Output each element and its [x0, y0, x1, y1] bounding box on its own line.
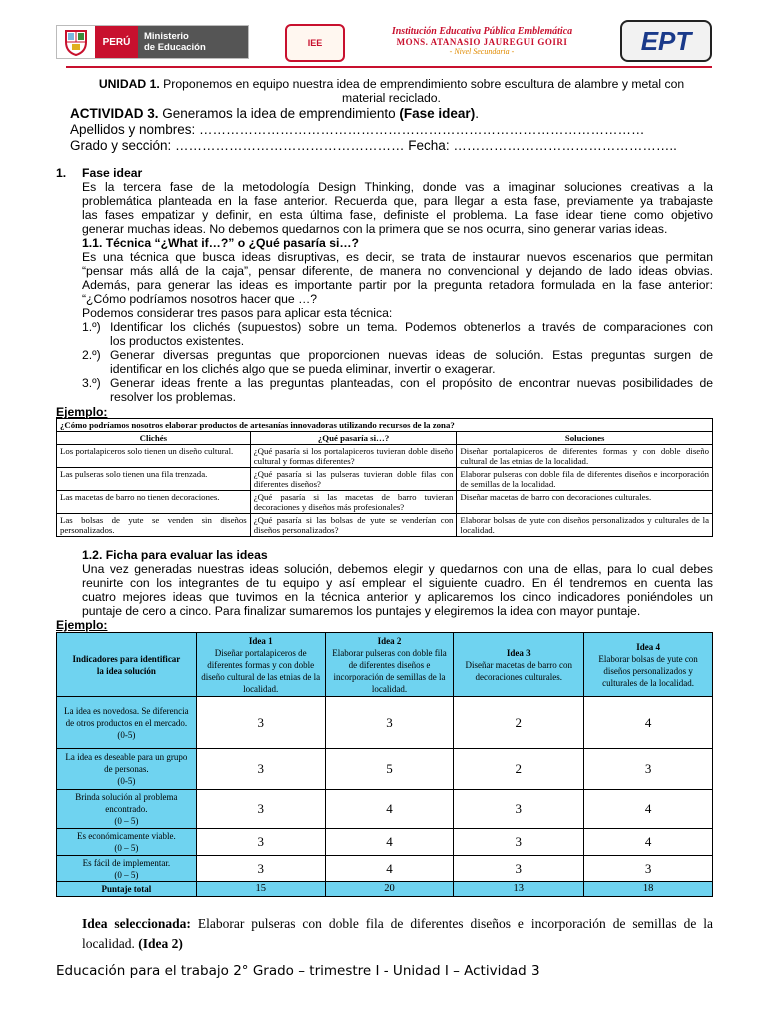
column-header: Soluciones [457, 432, 713, 445]
list-item: 1.º) Identificar los clichés (supuestos) sobre un tema. Podemos obtenerlos a través de comparaciones con los productos existentes. [82, 320, 713, 348]
steps-list [82, 320, 713, 404]
idea-header: Idea 2 Elaborar pulseras con doble fila de diferentes diseños e incorporación de semillas de la localidad. [325, 633, 454, 697]
name-field[interactable]: Apellidos y nombres: ……………………………………………………………………………………… [70, 122, 645, 137]
table-row [57, 491, 713, 514]
grade-date-field[interactable]: Grado y sección: …………………………………………… Fecha: ………………………………………….. [70, 138, 677, 153]
example-label-2: Ejemplo: [56, 618, 108, 632]
score-cell: 4 [584, 790, 713, 829]
table-row [57, 468, 713, 491]
activity-title: ACTIVIDAD 3. Generamos la idea de emprendimiento (Fase idear). [70, 106, 479, 121]
score-cell: 3 [584, 856, 713, 882]
table-row [57, 419, 713, 432]
score-cell: 3 [454, 856, 584, 882]
score-cell: 4 [584, 697, 713, 749]
challenge-question: ¿Cómo podríamos nosotros elaborar productos de artesanías innovadoras utilizando recursos de la zona? [57, 419, 713, 432]
table-row [57, 856, 713, 882]
score-cell: 4 [325, 856, 454, 882]
page-header [56, 18, 712, 66]
score-cell: 3 [325, 697, 454, 749]
table-row [57, 749, 713, 790]
subsection-heading-1-2: 1.2. Ficha para evaluar las ideas [82, 548, 268, 562]
unit-title: UNIDAD 1. Proponemos en equipo nuestra idea de emprendimiento sobre escultura de alambre y metal con material reciclado. [98, 77, 685, 105]
score-cell: 3 [196, 829, 325, 856]
header-divider [66, 66, 712, 68]
minedu-logo [56, 25, 249, 59]
score-cell: 3 [454, 829, 584, 856]
intro-paragraph: Es la tercera fase de la metodología Design Thinking, donde vas a imaginar soluciones creativas a la problemática planteada en la fase anterior. Recuerda que, para llegar a esta fase, previamente ya trabajaste las fases empatizar y definir, en esta última fase, definiste el problema. La fase idear tiene como objetivo generar muchas ideas. No debemos quedarnos con la primera que se nos ocurra, sino generar varias ideas. [82, 180, 713, 236]
indicators-header: Indicadores para identificar la idea solución [57, 633, 197, 697]
score-cell: 3 [196, 697, 325, 749]
coat-of-arms-icon [57, 26, 95, 58]
score-cell: 3 [454, 790, 584, 829]
peru-label: PERÚ [95, 26, 138, 58]
ministry-label: Ministerio de Educación [138, 26, 248, 58]
what-if-table [56, 418, 713, 537]
table-cell: Las macetas de barro no tienen decoraciones. [57, 491, 251, 514]
total-cell: 18 [584, 882, 713, 897]
table-row [57, 829, 713, 856]
score-cell: 2 [454, 749, 584, 790]
table-cell: Elaborar pulseras con doble fila de diferentes diseños e incorporación de semillas de la localidad. [457, 468, 713, 491]
table-cell: ¿Qué pasaría si las pulseras tuvieran doble filas con diferentes diseños? [250, 468, 457, 491]
list-item: 2.º) Generar diversas preguntas que proporcionen nuevas ideas de solución. Estas preguntas surgen de identificar en los clichés algo que se pueda eliminar, invertir o exagerar. [82, 348, 713, 376]
idea-header: Idea 4 Elaborar bolsas de yute con diseños personalizados y culturales de la localidad. [584, 633, 713, 697]
table-cell: Las bolsas de yute se venden sin diseños personalizados. [57, 514, 251, 537]
score-cell: 5 [325, 749, 454, 790]
table-cell: ¿Qué pasaría si las macetas de barro tuvieran decoraciones y diseños más profesionales? [250, 491, 457, 514]
total-cell: 20 [325, 882, 454, 897]
indicator-cell: La idea es novedosa. Se diferencia de otros productos en el mercado. (0-5) [57, 697, 197, 749]
table-cell: ¿Qué pasaría si los portalapiceros tuvieran doble diseño cultural y formas diferentes? [250, 445, 457, 468]
score-cell: 4 [325, 829, 454, 856]
table-header-row [57, 633, 713, 697]
score-cell: 3 [196, 790, 325, 829]
total-row [57, 882, 713, 897]
indicator-cell: Brinda solución al problema encontrado. (0 – 5) [57, 790, 197, 829]
table-cell: Diseñar macetas de barro con decoraciones culturales. [457, 491, 713, 514]
indicator-cell: Es fácil de implementar. (0 – 5) [57, 856, 197, 882]
table-cell: Las pulseras solo tienen una fila trenzada. [57, 468, 251, 491]
indicator-cell: Es económicamente viable. (0 – 5) [57, 829, 197, 856]
example-label-1: Ejemplo: [56, 405, 108, 419]
section-number: 1. [56, 166, 67, 180]
evaluation-paragraph: Una vez generadas nuestras ideas solución, debemos elegir y quedarnos con una de ellas, para lo cual debes reunirte con los integrantes de tu equipo y así emplear el siguiente cuadro. En él tendremos en cuenta las cuatro mejores ideas que tuvimos en la técnica anterior y aplicaremos los cinco indicadores poniéndoles un puntaje de cero a cinco. Para finalizar sumaremos los puntajes y elegiremos la idea con mayor puntaje. [82, 562, 713, 618]
school-name: Institución Educativa Pública Emblemática MONS. ATANASIO JAUREGUI GOIRI - Nivel Secundaria - [391, 26, 573, 56]
table-cell: ¿Qué pasaría si las bolsas de yute se venderían con diseños personalizados? [250, 514, 457, 537]
section-heading: Fase idear [82, 166, 143, 180]
table-row [57, 445, 713, 468]
idea-header: Idea 3 Diseñar macetas de barro con decoraciones culturales. [454, 633, 584, 697]
score-cell: 3 [584, 749, 713, 790]
idea-header: Idea 1 Diseñar portalapiceros de diferentes formas y con doble diseño cultural de las etnias de la localidad. [196, 633, 325, 697]
total-cell: 13 [454, 882, 584, 897]
table-row [57, 697, 713, 749]
selected-idea: Idea seleccionada: Elaborar pulseras con doble fila de diferentes diseños e incorporación de semillas de la localidad. (Idea 2) [82, 916, 713, 951]
column-header: Clichés [57, 432, 251, 445]
list-item: 3.º) Generar ideas frente a las preguntas planteadas, con el propósito de encontrar nuevas posibilidades de resolver los problemas. [82, 376, 713, 404]
table-header-row [57, 432, 713, 445]
technique-paragraph: Es una técnica que busca ideas disruptivas, es decir, se trata de instaurar nuevos escenarios que permitan “pensar más allá de la caja”, pensar diferente, de manera no convencional y dejando de lado ideas obvias. Además, para generar las ideas es importante partir por la pregunta retadora formulada en la fase anterior: “¿Cómo podríamos nosotros hacer que …? Podemos considerar tres pasos para aplicar esta técnica: [82, 250, 713, 320]
score-cell: 2 [454, 697, 584, 749]
score-cell: 4 [325, 790, 454, 829]
idea-evaluation-table [56, 632, 713, 897]
score-cell: 3 [196, 749, 325, 790]
page-footer: Educación para el trabajo 2° Grado – trimestre I - Unidad I – Actividad 3 [56, 963, 540, 979]
table-row [57, 790, 713, 829]
school-crest-icon: IEE [285, 24, 345, 62]
indicator-cell: La idea es deseable para un grupo de personas. (0-5) [57, 749, 197, 790]
score-cell: 4 [584, 829, 713, 856]
total-label: Puntaje total [57, 882, 197, 897]
table-cell: Diseñar portalapiceros de diferentes formas y con doble diseño cultural de las etnias de la localidad. [457, 445, 713, 468]
table-cell: Los portalapiceros solo tienen un diseño cultural. [57, 445, 251, 468]
score-cell: 3 [196, 856, 325, 882]
subsection-heading-1-1: 1.1. Técnica “¿What if…?” o ¿Qué pasaría si…? [82, 236, 359, 250]
ept-logo: EPT [620, 20, 712, 62]
column-header: ¿Qué pasaría si…? [250, 432, 457, 445]
total-cell: 15 [196, 882, 325, 897]
table-cell: Elaborar bolsas de yute con diseños personalizados y culturales de la localidad. [457, 514, 713, 537]
table-row [57, 514, 713, 537]
